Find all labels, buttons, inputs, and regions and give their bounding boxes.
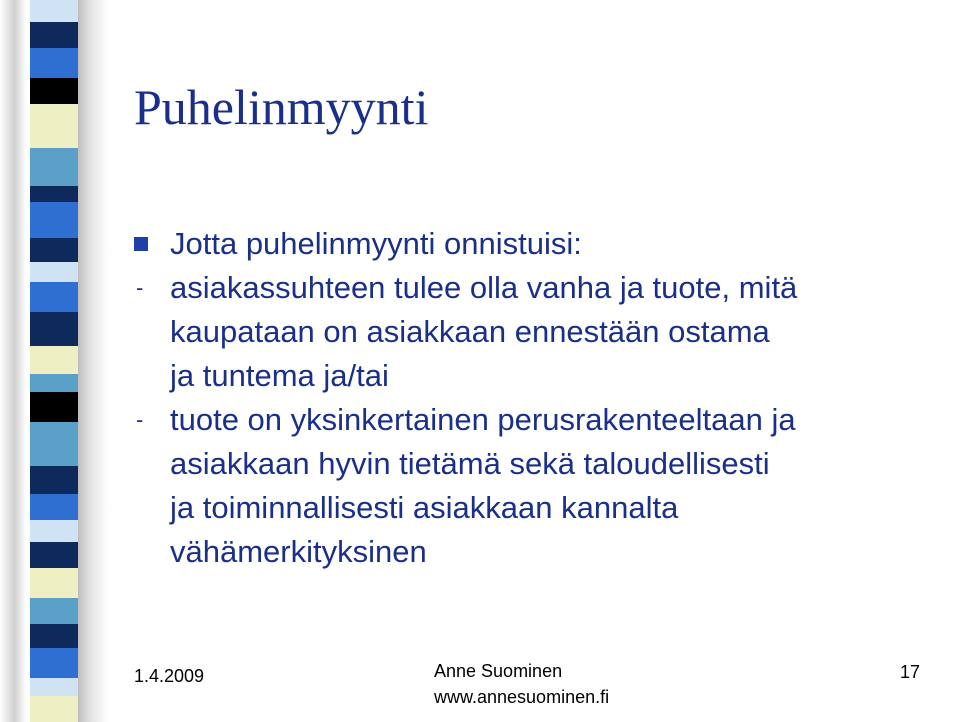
stripe-block bbox=[30, 494, 78, 520]
dash-line-continued bbox=[134, 310, 934, 354]
page-number: 17 bbox=[900, 662, 921, 682]
bullet-text: asiakassuhteen tulee olla vanha ja tuote, mitä bbox=[170, 270, 798, 305]
stripe-gradient bbox=[0, 0, 26, 722]
stripe-block bbox=[30, 624, 78, 648]
stripe-block bbox=[30, 598, 78, 624]
stripe-edge-shadow bbox=[78, 0, 108, 722]
bullet-text: asiakkaan hyvin tietämä sekä taloudellisesti bbox=[170, 446, 770, 481]
dash-line-continued bbox=[134, 486, 934, 530]
dash-line bbox=[134, 398, 934, 442]
bullet-text: ja tuntema ja/tai bbox=[170, 358, 389, 393]
slide-title: Puhelinmyynti bbox=[134, 79, 429, 135]
stripe-block bbox=[30, 568, 78, 598]
stripe-block bbox=[30, 186, 78, 202]
stripe-block bbox=[30, 262, 78, 282]
dash-bullet: - bbox=[136, 275, 144, 300]
bullet-text: vähämerkityksinen bbox=[170, 534, 427, 569]
stripe-block bbox=[30, 422, 78, 466]
stripe-block bbox=[30, 104, 78, 148]
stripe-block bbox=[30, 346, 78, 374]
footer-date: 1.4.2009 bbox=[134, 666, 205, 686]
dash-bullet: - bbox=[136, 407, 144, 432]
square-bullet-icon bbox=[134, 237, 148, 251]
stripe-block bbox=[30, 542, 78, 568]
bullet-text: tuote on yksinkertainen perusrakenteeltaan ja bbox=[170, 402, 796, 437]
dash-line-continued bbox=[134, 442, 934, 486]
stripe-block bbox=[30, 648, 78, 678]
stripe-block bbox=[30, 48, 78, 78]
footer-website: www.annesuominen.fi bbox=[434, 687, 610, 707]
stripe-block bbox=[30, 374, 78, 392]
footer-author-block bbox=[434, 658, 609, 710]
stripe-block bbox=[30, 282, 78, 312]
bullet-line bbox=[134, 222, 934, 266]
stripe-block bbox=[30, 0, 78, 22]
footer-author: Anne Suominen bbox=[434, 661, 563, 681]
bullet-text: Jotta puhelinmyynti onnistuisi: bbox=[170, 226, 582, 261]
stripe-block bbox=[30, 696, 78, 722]
bullet-text: kaupataan on asiakkaan ennestään ostama bbox=[170, 314, 770, 349]
stripe-block bbox=[30, 312, 78, 346]
decorative-side-stripe bbox=[0, 0, 108, 722]
stripe-block bbox=[30, 148, 78, 186]
stripe-block bbox=[30, 202, 78, 238]
stripe-block bbox=[30, 678, 78, 696]
stripe-block bbox=[30, 78, 78, 104]
stripe-block bbox=[30, 392, 78, 422]
dash-line-continued bbox=[134, 354, 934, 398]
dash-line-continued bbox=[134, 530, 934, 574]
slide-body bbox=[134, 222, 934, 574]
stripe-block bbox=[30, 520, 78, 542]
bullet-text: ja toiminnallisesti asiakkaan kannalta bbox=[170, 490, 679, 525]
stripe-block bbox=[30, 238, 78, 262]
stripe-block bbox=[30, 466, 78, 494]
dash-line bbox=[134, 266, 934, 310]
stripe-block bbox=[30, 22, 78, 48]
